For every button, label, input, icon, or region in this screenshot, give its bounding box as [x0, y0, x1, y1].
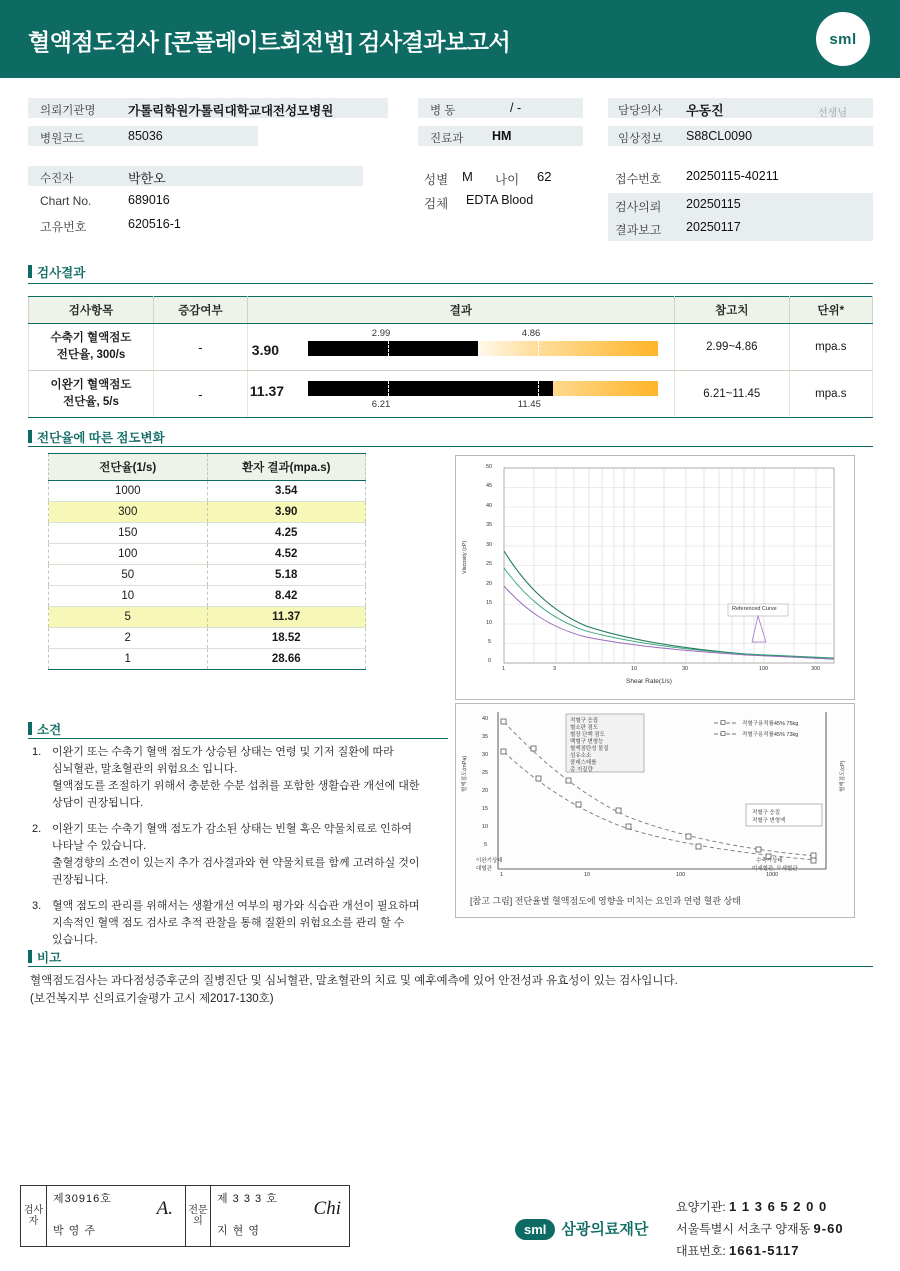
uid-value: 620516-1 [128, 217, 181, 231]
y-tick: 10 [486, 620, 493, 626]
shear-result: 3.90 [207, 502, 366, 523]
result-bar-cell-1 [247, 324, 674, 371]
y-tick: 25 [486, 561, 493, 567]
accession-label: 접수번호 [615, 172, 662, 186]
col-item: 검사항목 [29, 297, 154, 324]
section-rule-findings [28, 738, 448, 739]
result-unit-2: mpa.s [789, 371, 872, 418]
item-name-line2: 전단율, 5/s [63, 396, 119, 408]
graph2-caption: [참고 그림] 전단율별 혈액점도에 영향을 미치는 요인과 연령 혈관 상태 [470, 896, 741, 906]
section-rule-notes [28, 966, 873, 967]
address-label: 서울특별시 서초구 양재동 [676, 1221, 811, 1236]
y-tick: 25 [482, 770, 489, 776]
viscosity-curve-chart [455, 455, 855, 700]
factor-item: 혈액점탄성 물질 [570, 746, 609, 752]
table-row [29, 324, 873, 371]
clinical-label: 임상정보 [618, 133, 663, 145]
name-row-bg [28, 166, 363, 186]
legend-item: 적혈구용적률45% 75kg [742, 721, 799, 727]
factor-item: 적혈구 응집 [570, 718, 599, 724]
value-bar-2 [308, 381, 553, 396]
shear-rate: 5 [49, 607, 208, 628]
result-table-header-row [29, 297, 873, 324]
y-tick: 5 [484, 842, 488, 848]
col-unit: 단위* [789, 297, 872, 324]
clinical-value: S88CL0090 [686, 129, 753, 143]
x-tick: 300 [811, 666, 821, 672]
col-ref: 참고치 [675, 297, 790, 324]
shear-rate: 100 [49, 544, 208, 565]
footer-logo [515, 1218, 648, 1240]
result-value-2: 11.37 [249, 383, 285, 399]
factor-item: 콜레스테롤 [570, 760, 597, 766]
axis-note: 이완기상태 [476, 858, 503, 864]
finding-line: 이완기 또는 수축기 혈액 점도가 감소된 상태는 빈혈 혹은 약물치료로 인하여 [52, 823, 412, 836]
page-title: 혈액점도검사 [콘플레이트회전법] 검사결과보고서 [28, 29, 511, 55]
factor-item: 총 지질량 [570, 767, 593, 773]
axis-note: 대혈관 [476, 866, 492, 872]
y-tick: 45 [486, 483, 493, 489]
tick-low-2 [388, 381, 389, 396]
y-tick: 30 [482, 752, 489, 758]
table-row [29, 371, 873, 418]
provider-value: 1 1 3 6 5 2 0 0 [729, 1199, 828, 1214]
table-row [49, 586, 366, 607]
patient-name-value: 박한오 [128, 171, 166, 186]
org-value: 가톨릭학원가톨릭대학교대전성모병원 [128, 104, 334, 118]
reference-figure-chart [455, 703, 855, 918]
list-item [30, 821, 450, 889]
y-tick: 40 [482, 716, 489, 722]
examiner-label: 검사자 [21, 1186, 47, 1246]
examiner-name: 박 영 주 [53, 1225, 96, 1237]
y-tick: 35 [482, 734, 489, 740]
provider-row [676, 1196, 844, 1218]
tick-high-1 [538, 341, 539, 356]
dept-label: 진료과 [430, 133, 464, 145]
note-item: 적혈구 변형액 [752, 818, 786, 824]
patient-info-block [0, 88, 900, 248]
finding-number: 3. [32, 900, 42, 913]
findings-list [30, 744, 450, 959]
shear-rate: 1000 [49, 481, 208, 502]
graph2-ylabel-right: 혈액점도(cP) [840, 760, 846, 792]
table-row [49, 649, 366, 670]
table-row [49, 565, 366, 586]
specialist-signature: Chi [313, 1198, 341, 1219]
note-item: 적혈구 응집 [752, 810, 781, 816]
sml-logo-text-footer: sml [515, 1219, 555, 1240]
report-date-label: 결과보고 [615, 223, 662, 237]
specialist-license: 제 3 3 3 호 [217, 1193, 278, 1205]
request-date-value: 20250115 [686, 197, 741, 211]
x-tick: 1 [500, 872, 504, 878]
result-bar-2 [250, 375, 672, 413]
viscosity-curve-svg [456, 456, 854, 699]
finding-line: 혈액 점도의 관리를 위해서는 생활개선 여부의 평가와 식습관 개선이 필요하며 [52, 900, 420, 913]
axis-note: 미세혈관, 모세혈관 [752, 866, 798, 872]
specialist-label: 전문의 [185, 1186, 211, 1246]
value-bar-1 [308, 341, 478, 356]
result-unit-1: mpa.s [789, 324, 872, 371]
result-trend-2: - [154, 371, 248, 418]
page-header [0, 0, 900, 78]
table-row [49, 607, 366, 628]
legend-item: 적혈구용적률45% 73kg [742, 732, 799, 738]
doctor-value: 우동진 [686, 103, 724, 118]
shear-rate: 150 [49, 523, 208, 544]
tick-low-label-2: 6.21 [371, 399, 391, 410]
tick-low-label-1: 2.99 [371, 328, 391, 339]
axis-note: 수축기상태 [756, 858, 783, 864]
list-item [30, 898, 450, 949]
x-tick: 10 [631, 666, 638, 672]
x-tick: 1 [502, 666, 506, 672]
notes-line-2: (보건복지부 신의료기술평가 고시 제2017-130호) [30, 993, 274, 1006]
col-patient-result: 환자 결과(mpa.s) [207, 454, 366, 481]
address-row [676, 1218, 844, 1240]
shear-rate: 1 [49, 649, 208, 670]
request-date-label: 검사의뢰 [615, 200, 662, 214]
shear-rate: 50 [49, 565, 208, 586]
sml-logo-icon [816, 12, 870, 66]
address-value: 9-60 [813, 1220, 844, 1236]
factor-item: 백혈구 변형능 [570, 739, 604, 745]
signature-box [20, 1185, 350, 1247]
ward-label: 병 동 [430, 105, 456, 117]
shear-result: 5.18 [207, 565, 366, 586]
graph1-ylabel: Viscosity (cP) [462, 540, 468, 574]
chart-no-label: Chart No. [40, 194, 92, 208]
section-title-result: 검사결과 [28, 263, 85, 281]
report-date-value: 20250117 [686, 220, 741, 234]
factor-item: 섬유소소 [570, 753, 592, 759]
tick-low-1 [388, 341, 389, 356]
item-name-line1: 이완기 혈액점도 [50, 379, 132, 392]
table-row [49, 502, 366, 523]
x-tick: 10 [584, 872, 591, 878]
shear-rate: 300 [49, 502, 208, 523]
finding-line: 출혈경향의 소견이 있는지 추가 검사결과와 현 약물치료를 함께 고려하실 것이 [52, 857, 420, 870]
examiner-signature: A. [156, 1198, 173, 1219]
shear-result: 18.52 [207, 628, 366, 649]
shear-table-header-row [49, 454, 366, 481]
table-row [49, 628, 366, 649]
examiner-block [47, 1186, 185, 1246]
y-tick: 20 [482, 788, 489, 794]
finding-line: 권장됩니다. [52, 874, 109, 887]
result-bar-1 [250, 328, 672, 366]
section-title-notes: 비고 [28, 948, 61, 966]
referenced-curve-label: Referenced Curve [732, 606, 777, 612]
shear-result: 3.54 [207, 481, 366, 502]
shear-result: 11.37 [207, 607, 366, 628]
factor-item: 혈소판 점도 [570, 725, 599, 731]
age-value: 62 [537, 169, 552, 184]
finding-line: 지속적인 혈액 점도 검사로 추적 관찰을 통해 질환의 위험요소를 관리 할 수 [52, 917, 405, 930]
shear-result: 4.25 [207, 523, 366, 544]
y-tick: 15 [486, 600, 493, 606]
table-row [49, 523, 366, 544]
specialist-block [211, 1186, 349, 1246]
graph1-xlabel: Shear Rate(1/s) [626, 678, 672, 685]
notes-block [30, 972, 730, 1009]
shear-result: 28.66 [207, 649, 366, 670]
section-rule-result [28, 283, 873, 284]
doctor-suffix: 선생님 [818, 108, 847, 119]
finding-number: 2. [32, 823, 42, 836]
sex-value: M [462, 169, 473, 184]
y-tick: 0 [488, 658, 492, 664]
shear-rate: 10 [49, 586, 208, 607]
tel-value: 1661-5117 [729, 1242, 800, 1258]
col-result: 결과 [247, 297, 674, 324]
sex-label: 성별 [424, 173, 449, 187]
hospital-code-label: 병원코드 [40, 133, 85, 145]
result-ref-1: 2.99~4.86 [675, 324, 790, 371]
y-tick: 10 [482, 824, 489, 830]
x-tick: 100 [676, 872, 686, 878]
shear-result: 8.42 [207, 586, 366, 607]
result-item-name-1 [29, 324, 154, 371]
y-tick: 35 [486, 522, 493, 528]
finding-number: 1. [32, 746, 42, 758]
footer-org-name: 삼광의료재단 [561, 1221, 649, 1238]
result-value-1: 3.90 [251, 342, 280, 358]
tick-high-label-1: 4.86 [521, 328, 541, 339]
specimen-label: 검체 [424, 197, 449, 211]
col-shear-rate: 전단율(1/s) [49, 454, 208, 481]
item-name-line2: 전단율, 300/s [56, 349, 126, 361]
y-tick: 20 [486, 581, 493, 587]
x-tick: 1000 [766, 872, 779, 878]
doctor-label: 담당의사 [618, 105, 663, 117]
result-table [28, 296, 873, 418]
item-name-line1: 수축기 혈액점도 [50, 332, 132, 345]
finding-line: 심뇌혈관, 말초혈관의 위험요소 입니다. [52, 763, 238, 776]
shear-table [48, 453, 366, 670]
result-bar-cell-2 [247, 371, 674, 418]
section-title-findings: 소견 [28, 720, 61, 738]
table-row [49, 481, 366, 502]
accession-value: 20250115-40211 [686, 169, 779, 183]
tick-high-label-2: 11.45 [517, 399, 541, 410]
finding-line: 있습니다. [52, 934, 98, 947]
list-item [30, 744, 450, 812]
shear-result: 4.52 [207, 544, 366, 565]
finding-line: 이완기 또는 수축기 혈액 점도가 상승된 상태는 연령 및 기저 질환에 따라 [52, 746, 394, 758]
factor-item: 혈장 단백 점도 [570, 732, 605, 738]
y-tick: 50 [486, 464, 493, 470]
org-label: 의뢰기관명 [40, 105, 96, 117]
y-tick: 40 [486, 503, 493, 509]
y-tick: 15 [482, 806, 489, 812]
y-tick: 30 [486, 542, 493, 548]
examiner-license: 제30916호 [53, 1193, 112, 1205]
result-trend-1: - [154, 324, 248, 371]
notes-line-1: 혈액점도검사는 과다점성증후군의 질병진단 및 심뇌혈관, 말초혈관의 치료 및 예후예측에 있어 안전성과 유효성이 있는 검사입니다. [30, 975, 678, 987]
col-trend: 증감여부 [154, 297, 248, 324]
finding-line: 나타날 수 있습니다. [52, 840, 147, 853]
result-item-name-2 [29, 371, 154, 418]
patient-name-label: 수진자 [40, 173, 74, 185]
sml-logo-text: sml [829, 30, 857, 48]
provider-label: 요양기관: [676, 1200, 726, 1214]
result-ref-2: 6.21~11.45 [675, 371, 790, 418]
chart-no-value: 689016 [128, 193, 170, 207]
age-label: 나이 [495, 173, 520, 187]
specimen-value: EDTA Blood [466, 193, 534, 207]
specialist-name: 지 현 영 [217, 1225, 260, 1237]
tick-high-2 [538, 381, 539, 396]
finding-line: 혈액점도를 조절하기 위해서 충분한 수분 섭취를 포함한 생활습관 개선에 대한 [52, 780, 420, 793]
dept-value: HM [492, 129, 512, 143]
x-tick: 30 [682, 666, 689, 672]
tel-label: 대표번호: [676, 1243, 726, 1258]
finding-line: 상담이 권장됩니다. [52, 797, 144, 810]
table-row [49, 544, 366, 565]
ward-value: / - [510, 101, 522, 115]
y-tick: 5 [488, 639, 492, 645]
section-rule-shear [28, 446, 873, 447]
graph2-ylabel-left: 혈액점도(mPa) [462, 755, 468, 792]
uid-label: 고유번호 [40, 220, 87, 234]
tel-row [676, 1240, 844, 1262]
footer-contact [676, 1196, 844, 1261]
hospital-code-value: 85036 [128, 129, 163, 143]
x-tick: 100 [759, 666, 769, 672]
shear-rate: 2 [49, 628, 208, 649]
section-title-shear: 전단율에 따른 점도변화 [28, 428, 165, 446]
x-tick: 3 [553, 666, 557, 672]
